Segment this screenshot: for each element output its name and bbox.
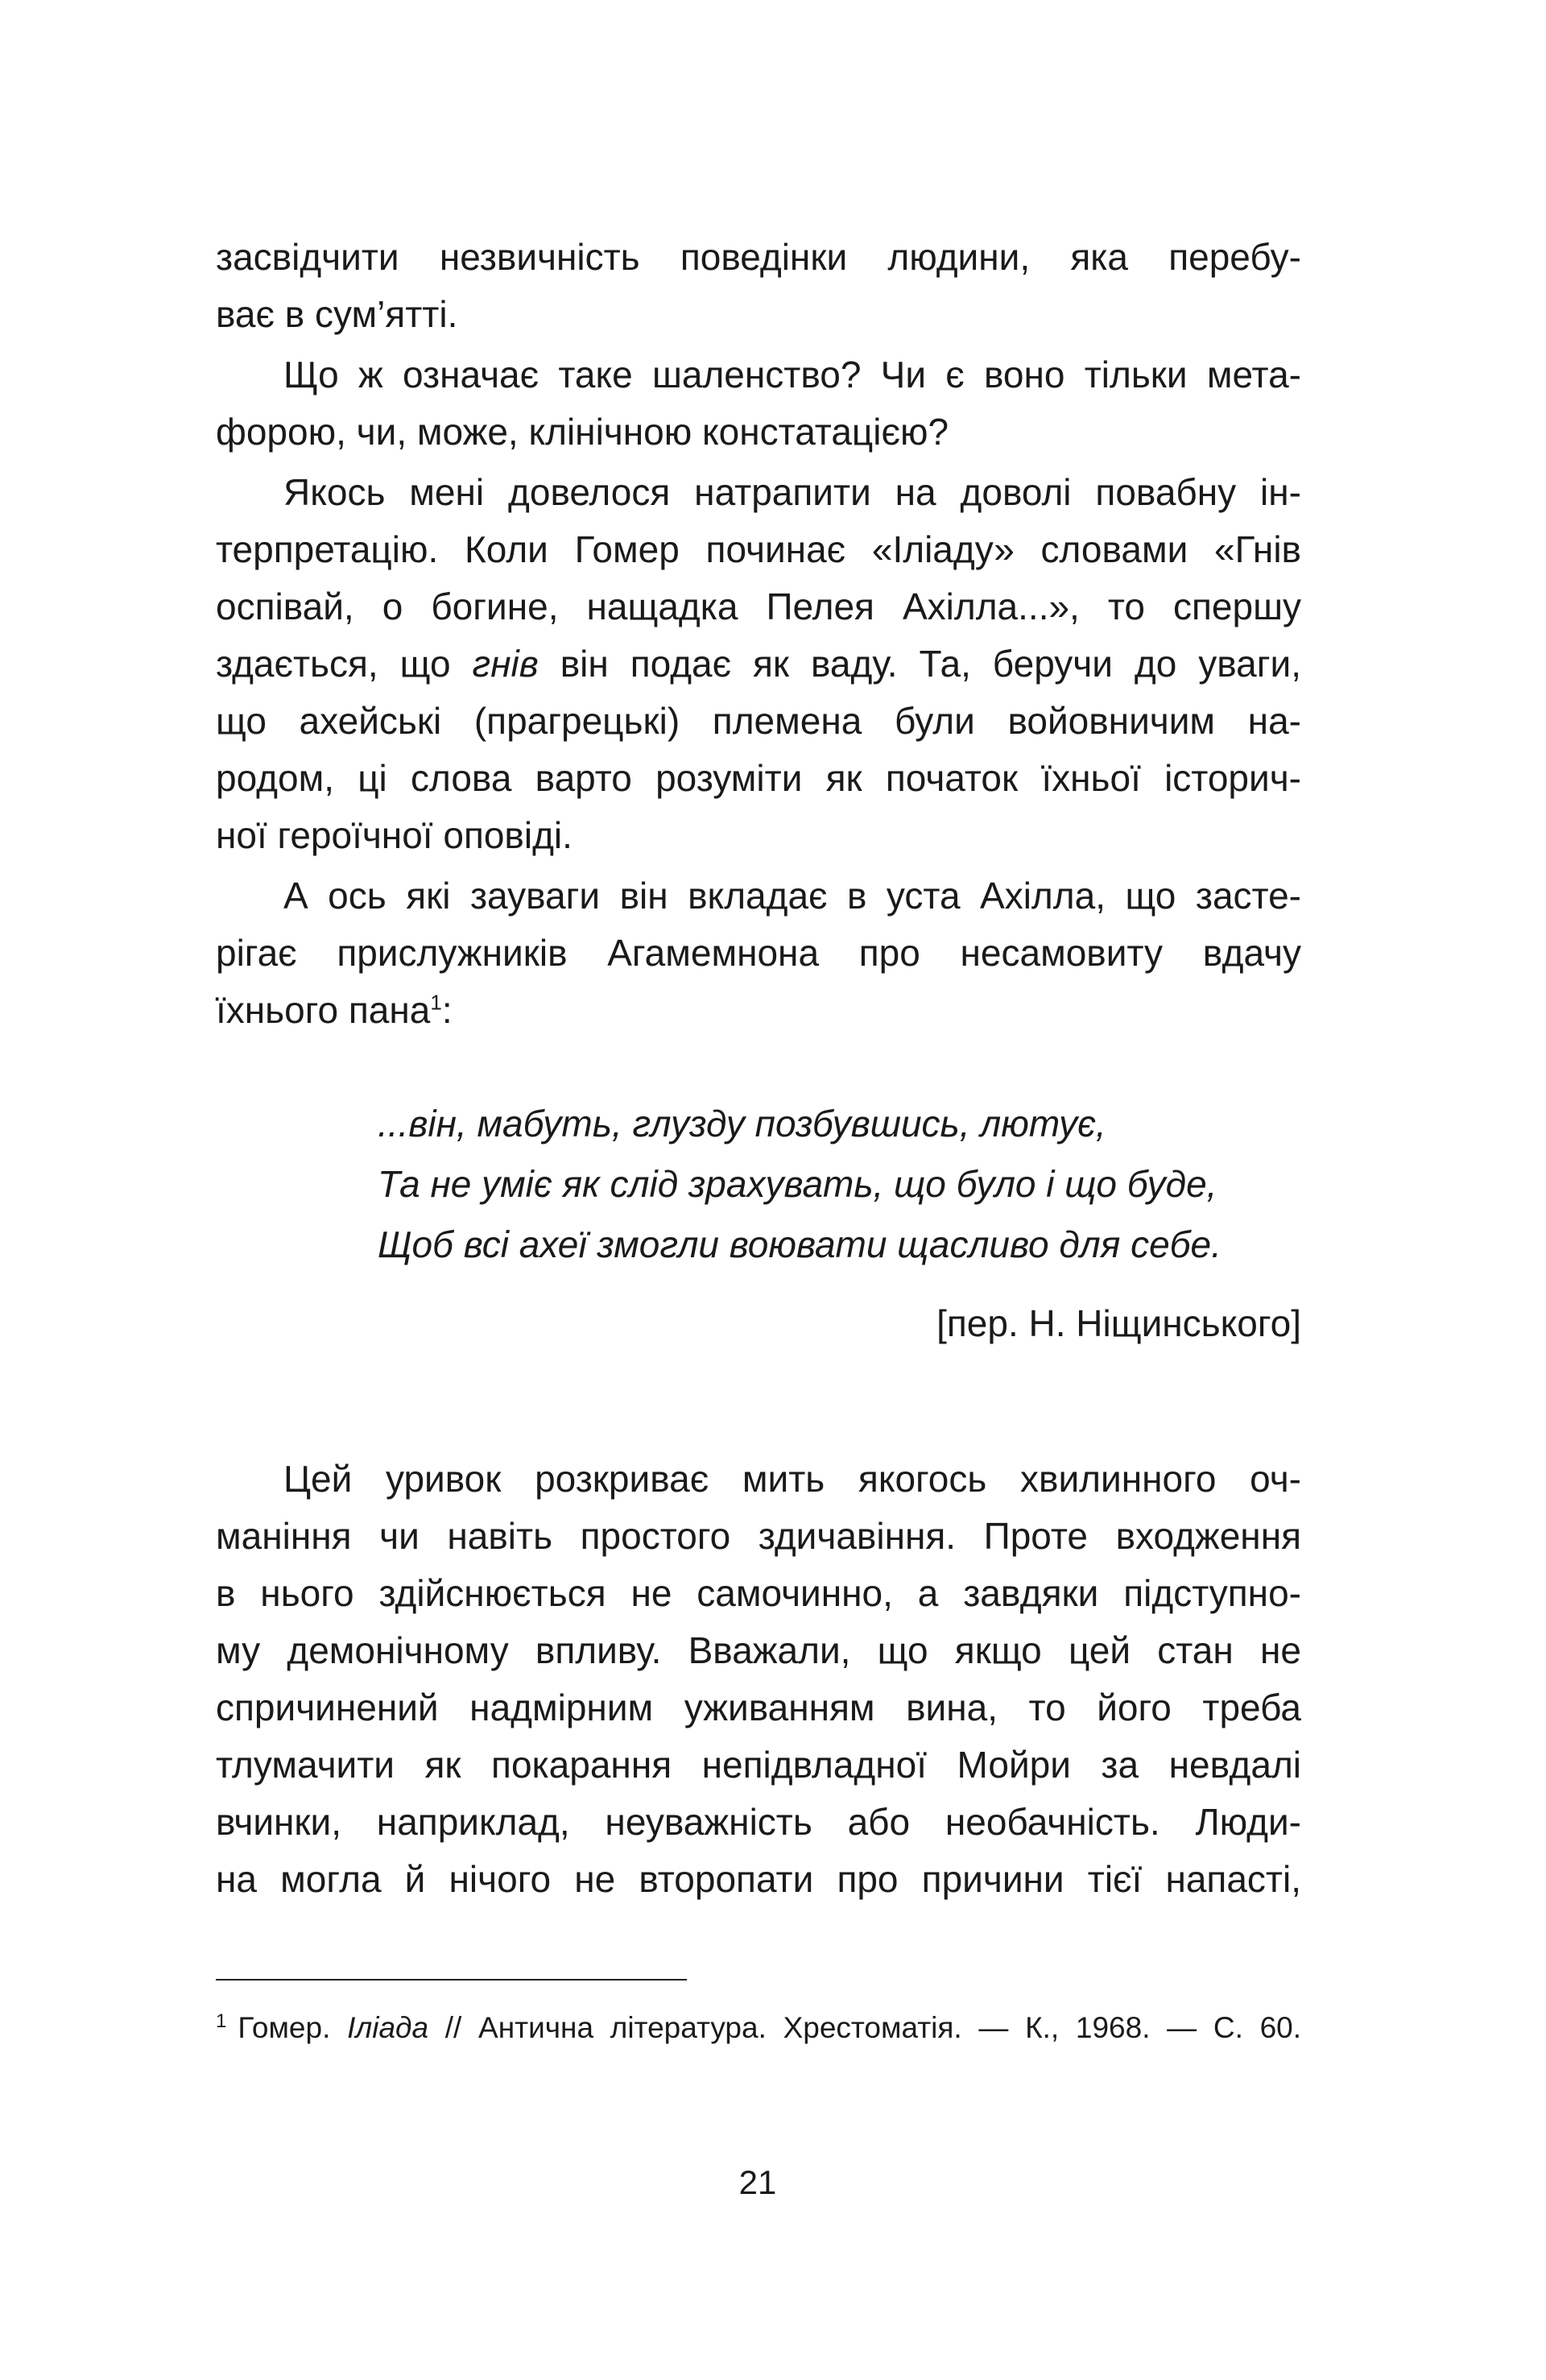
translation-attribution: [пер. Н. Ніщинського] [936,1302,1301,1344]
text-line [216,635,1301,693]
footnote-divider [216,1979,687,1981]
text-line: на могла й нічого не второпати про причини тієї напасті, [216,1858,1301,1900]
poem-quote [216,1094,1301,1275]
footnote-source: // Антична література. Хрестоматія. — К., 1968. — С. 60. [444,2011,1302,2044]
emphasis: гнів [472,643,539,685]
footnote [216,2009,1301,2047]
text-line: що ахейські (прагрецькі) племена були войовничим на- [216,700,1301,742]
text-span: їхнього пана [216,989,431,1031]
footnote-number: 1 [216,2010,227,2032]
text-line: Що ж означає таке шаленство? Чи є воно тільки мета- [283,354,1301,395]
text-line: оспівай, о богине, нащадка Пелея Ахілла...», то спершу [216,586,1301,627]
text-line: тлумачити як покарання непідвладної Мойри за невдалі [216,1744,1301,1786]
text-line: спричинений надмірним уживанням вина, то його треба [216,1687,1301,1728]
text-line: родом, ці слова варто розуміти як початок їхньої історич- [216,757,1301,799]
text-line: ної героїчної оповіді. [216,814,573,856]
text-line: Цей уривок розкриває мить якогось хвилинного оч- [283,1458,1301,1500]
text-line: Якось мені довелося натрапити на доволі повабну ін- [283,471,1301,513]
page-number: 21 [738,2163,777,2201]
body-text [216,229,1301,1908]
text-line: форою, чи, може, клінічною констатацією? [216,411,949,453]
text-line: вчинки, наприклад, неуважність або необачність. Люди- [216,1801,1301,1843]
footnote-title: Іліада [347,2011,429,2044]
text-line: в нього здійснюється не самочинно, а завдяки підступно- [216,1572,1301,1614]
paragraph [216,346,1301,461]
text-span: : [441,989,453,1031]
text-line: маніння чи навіть простого здичавіння. Проте входження [216,1515,1301,1557]
text-line: засвідчити незвичність поведінки людини, яка перебу- [216,236,1301,278]
paragraph [216,464,1301,864]
poem-line: Та не уміє як слід зрахувать, що було і що буде, [378,1163,1217,1205]
text-line: ває в сум’ятті. [216,293,458,335]
paragraph [216,867,1301,1039]
text-span: здається, що [216,643,451,685]
paragraph [216,1451,1301,1908]
text-line: А ось які зауваги він вкладає в уста Ахілла, що засте- [283,875,1301,917]
poem-line: Щоб всі ахеї змогли воювати щасливо для себе. [378,1223,1222,1265]
poem-line: ...він, мабуть, глузду позбувшись, лютує, [378,1103,1106,1144]
footnote-reference[interactable]: 1 [430,990,442,1015]
text-line: терпретацію. Коли Гомер починає «Іліаду» словами «Гнів [216,528,1301,570]
text-line [216,982,1301,1039]
text-line: рігає прислужників Агамемнона про несамовиту вдачу [216,932,1301,974]
text-line: му демонічному впливу. Вважали, що якщо цей стан не [216,1629,1301,1671]
paragraph [216,229,1301,343]
footnote-author: Гомер. [238,2011,331,2044]
text-span: він подає як ваду. Та, беручи до уваги, [560,643,1302,685]
